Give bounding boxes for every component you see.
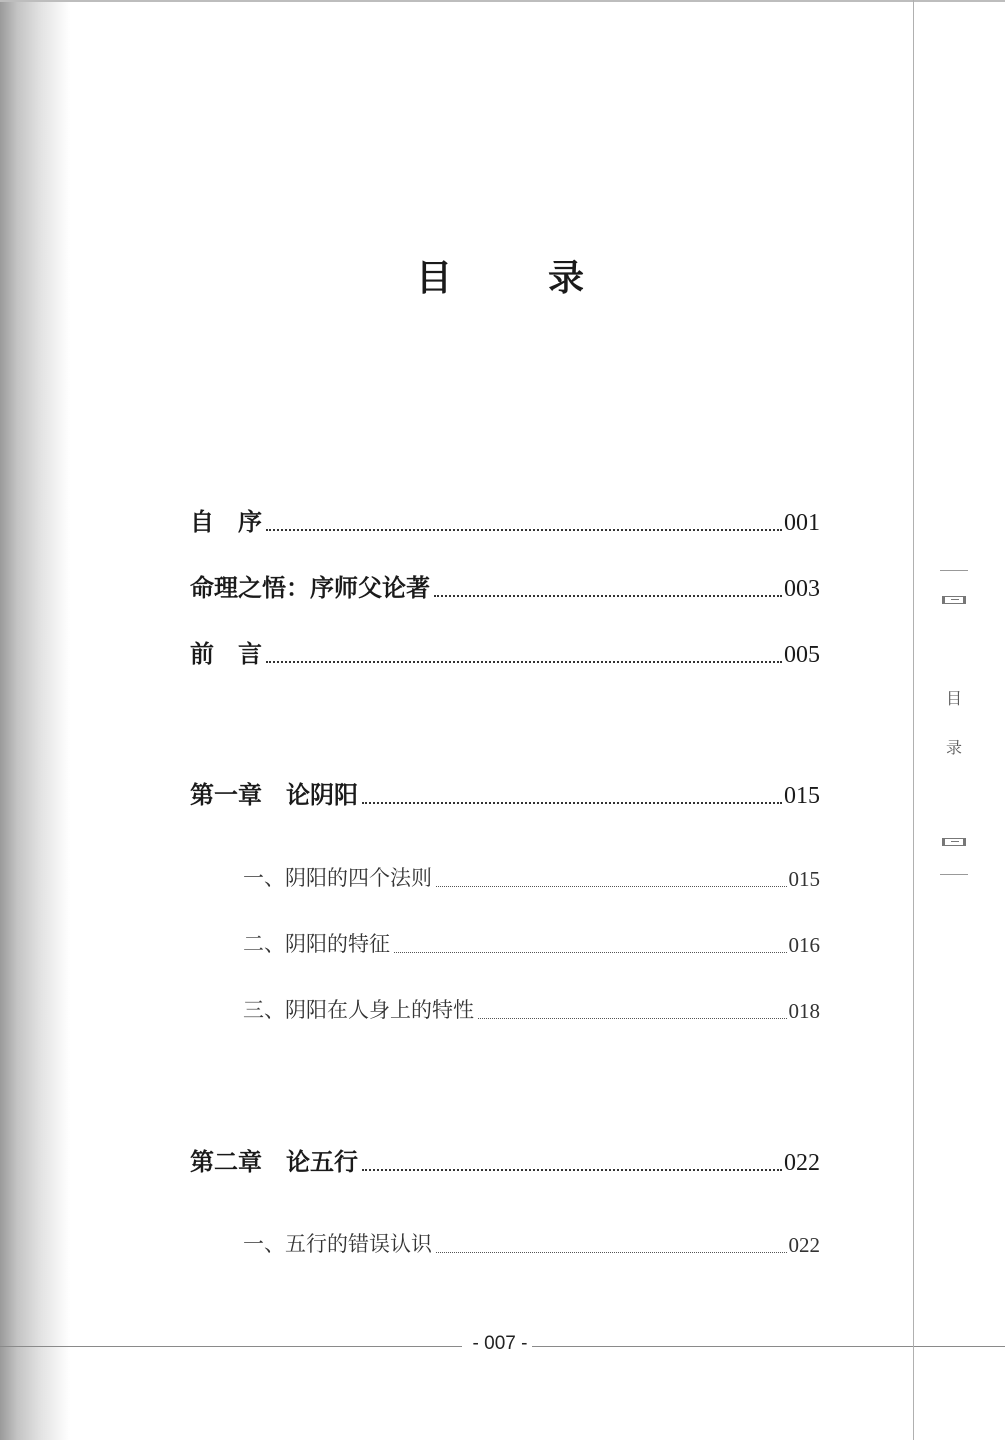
toc-entry-section-1-1[interactable] <box>243 862 820 892</box>
footer-rule-left <box>0 1346 462 1347</box>
toc-page-number: 015 <box>784 783 820 809</box>
toc-page-number: 018 <box>788 999 820 1023</box>
side-tab-char: 录 <box>945 738 962 757</box>
toc-entry-label: 三、阴阳在人身上的特性 <box>243 998 474 1022</box>
side-tab-bottom-rule <box>940 874 968 875</box>
toc-entry-label: 一、阴阳的四个法则 <box>243 866 432 890</box>
right-margin-line <box>913 0 914 1440</box>
toc-page-number: 022 <box>788 1233 820 1257</box>
dot-leader <box>362 802 782 804</box>
toc-page-number: 003 <box>784 576 820 602</box>
toc-page-number: 022 <box>784 1150 820 1176</box>
side-tab-char: 目 <box>945 689 962 708</box>
toc-entry-label: 命理之悟：序师父论著 <box>190 573 430 602</box>
toc-entry-label: 二、阴阳的特征 <box>243 932 390 956</box>
toc-page-number: 005 <box>784 642 820 668</box>
toc-page-number: 016 <box>788 933 820 957</box>
dot-leader <box>394 952 787 953</box>
toc-page-number: 001 <box>784 510 820 536</box>
dot-leader <box>362 1169 782 1171</box>
dot-leader <box>266 661 782 663</box>
toc-entry-label: 第二章 论五行 <box>190 1147 358 1176</box>
toc-entry-foreword[interactable] <box>190 568 820 603</box>
toc-entry-chapter-2[interactable] <box>190 1142 820 1177</box>
toc-entry-chapter-1[interactable] <box>190 775 820 810</box>
toc-entry-label: 前 言 <box>190 639 262 668</box>
toc-entry-section-1-3[interactable] <box>243 994 820 1024</box>
ornament-icon <box>942 838 966 846</box>
dot-leader <box>266 529 782 531</box>
dot-leader <box>478 1018 787 1019</box>
footer-rule-margin <box>914 1346 1005 1347</box>
toc-entry-preface[interactable] <box>190 502 820 537</box>
toc-title: 目 录 <box>415 257 614 299</box>
dot-leader <box>436 1252 787 1253</box>
toc-entry-section-2-1[interactable] <box>243 1228 820 1258</box>
toc-entry-introduction[interactable] <box>190 634 820 669</box>
toc-entry-label: 一、五行的错误认识 <box>243 1232 432 1256</box>
toc-entry-section-1-2[interactable] <box>243 928 820 958</box>
toc-page-number: 015 <box>788 867 820 891</box>
side-section-tab <box>940 568 970 878</box>
toc-entry-label: 第一章 论阴阳 <box>190 780 358 809</box>
side-tab-top-rule <box>940 570 968 571</box>
dot-leader <box>434 595 782 597</box>
footer-rule-right <box>532 1346 913 1347</box>
toc-entry-label: 自 序 <box>190 507 262 536</box>
footer-page-number: - 007 - <box>472 1333 528 1354</box>
ornament-icon <box>942 596 966 604</box>
dot-leader <box>436 886 787 887</box>
